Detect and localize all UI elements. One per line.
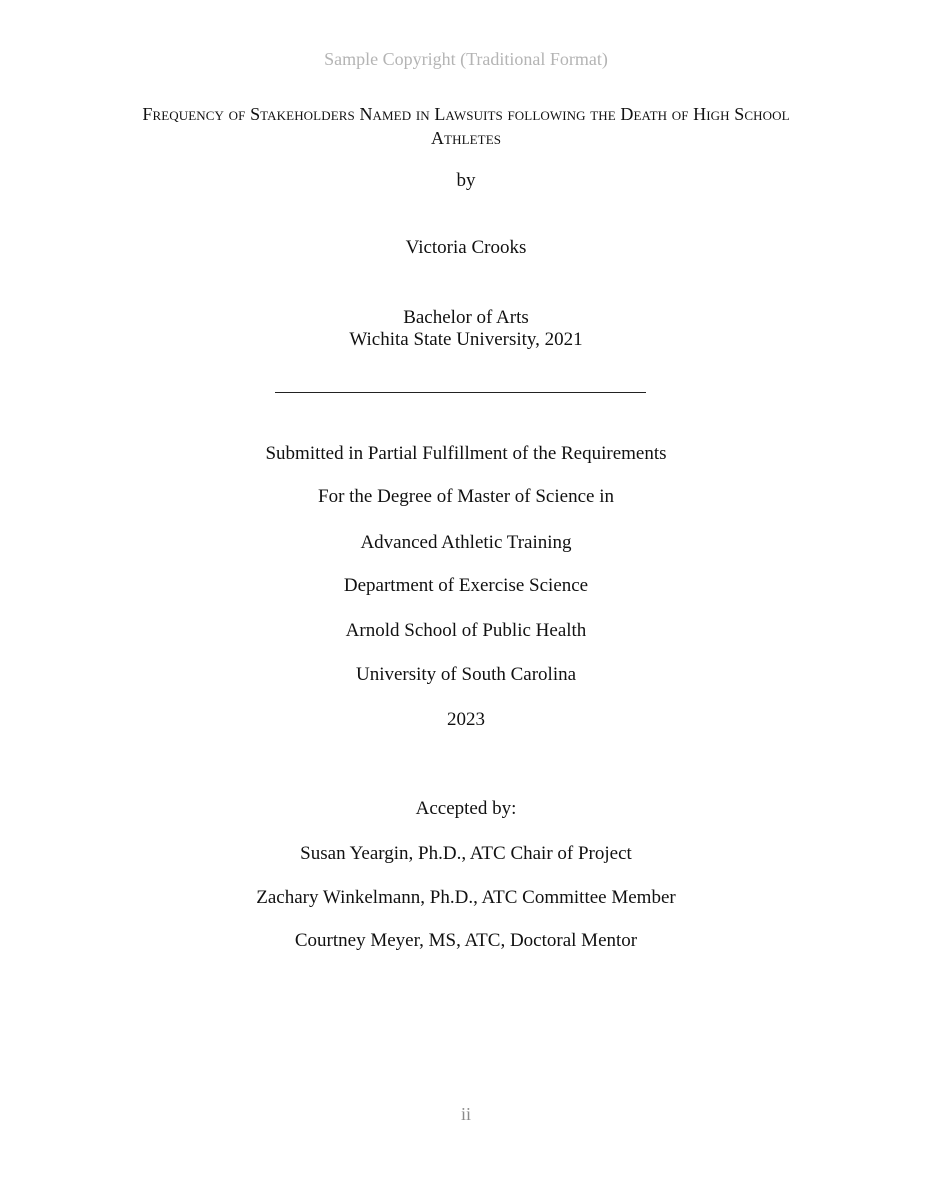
page-number: ii [460,1104,471,1124]
by-label: by [456,170,476,191]
department-name: Department of Exercise Science [343,575,589,596]
prior-degree: Bachelor of Arts [403,307,529,328]
accepted-by-heading: Accepted by: [415,798,517,819]
program-name: Advanced Athletic Training [360,532,572,553]
prior-institution: Wichita State University, 2021 [349,329,583,350]
committee-member: Courtney Meyer, MS, ATC, Doctoral Mentor [294,930,638,951]
copyright-watermark: Sample Copyright (Traditional Format) [324,49,608,69]
submission-year: 2023 [447,709,485,730]
committee-member: Susan Yeargin, Ph.D., ATC Chair of Project [300,843,632,864]
horizontal-divider [275,392,646,393]
thesis-title-line-1: Frequency of Stakeholders Named in Lawsuits following the Death of High School [142,104,790,124]
university-name: University of South Carolina [355,664,577,685]
thesis-title-line-2: Athletes [430,128,502,148]
committee-member: Zachary Winkelmann, Ph.D., ATC Committee Member [256,887,676,908]
school-name: Arnold School of Public Health [345,620,587,641]
degree-statement: For the Degree of Master of Science in [318,486,614,507]
submission-statement: Submitted in Partial Fulfillment of the Requirements [265,443,667,464]
author-name: Victoria Crooks [405,237,527,258]
